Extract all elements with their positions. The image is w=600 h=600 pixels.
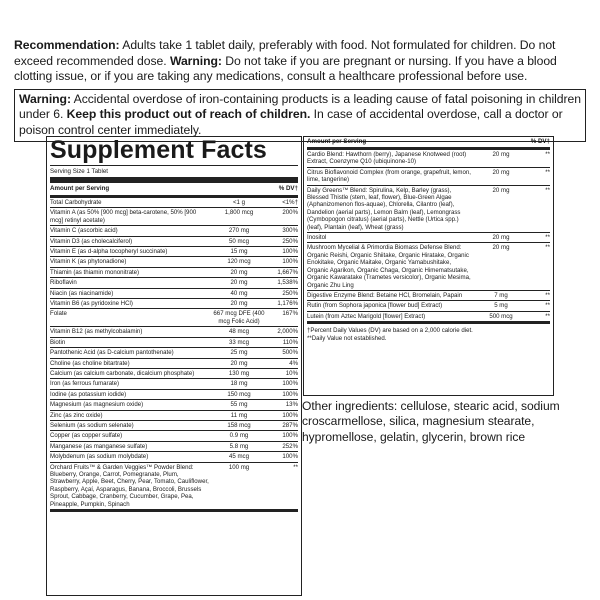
nutrient-name: Zinc (as zinc oxide) — [50, 411, 103, 419]
supplement-facts-panel-continued — [303, 136, 554, 396]
nutrient-row — [50, 400, 298, 410]
nutrient-name: Mushroom Mycelial & Primordia Biomass Defense Blend: Organic Reishi, Organic Shiitake, Organic Hiratake, Organic Enokitake, Organic Maitake, Organic Yamabushitake, Organic Agarikon, Organic Chaga, Organic Himematsutake, Organic Kawaratake (Trametes versicolor), Organic Mesima, Organic Zhu Ling — [307, 244, 471, 289]
nutrient-row — [50, 348, 298, 358]
nutrient-amount: 18 mg — [230, 380, 248, 388]
nutrient-name: Vitamin K (as phytonadione) — [50, 258, 127, 266]
nutrient-dv: 100% — [282, 411, 298, 419]
nutrient-name: Iron (as ferrous fumarate) — [50, 380, 120, 388]
nutrient-amount: 1,800 mcg — [224, 209, 254, 217]
nutrient-name: Vitamin E (as d-alpha tocopheryl succinate) — [50, 248, 168, 256]
nutrient-dv: ** — [545, 168, 550, 176]
nutrient-amount: 7 mg — [494, 291, 508, 299]
nutrient-dv: 250% — [282, 289, 298, 297]
nutrient-amount: <1 g — [232, 199, 246, 206]
nutrient-dv: 1,667% — [277, 268, 298, 276]
facts2-rows — [307, 150, 550, 324]
nutrient-name: Rutin (from Sophora japonica [flower bud] Extract) — [307, 302, 443, 310]
footnote-not-established: **Daily Value not established. — [307, 334, 387, 342]
nutrient-dv: 110% — [282, 338, 298, 346]
nutrient-dv: ** — [545, 244, 550, 252]
nutrient-name: Pantothenic Acid (as D-calcium pantothenate) — [50, 349, 174, 357]
nutrient-name: Citrus Bioflavonoid Complex (from orange, grapefruit, lemon, lime, tangerine) — [307, 168, 471, 184]
nutrient-dv: 100% — [282, 248, 298, 256]
warning-label-inline: Warning: — [169, 53, 222, 68]
nutrient-row — [50, 257, 298, 267]
nutrient-row — [50, 421, 298, 431]
nutrient-dv: 13% — [285, 401, 298, 409]
overdose-warning-label: Warning: — [19, 92, 71, 106]
nutrient-name: Biotin — [50, 338, 66, 346]
nutrient-amount: 100 mg — [228, 463, 250, 471]
nutrient-name: Choline (as choline bitartrate) — [50, 359, 130, 367]
nutrient-row — [307, 312, 550, 324]
nutrient-amount: 25 mg — [230, 349, 248, 357]
nutrient-dv: 250% — [282, 237, 298, 245]
nutrient-amount: 40 mg — [230, 289, 248, 297]
nutrient-dv: ** — [545, 186, 550, 194]
nutrient-row — [307, 150, 550, 168]
nutrient-amount: 20 mg — [230, 300, 248, 308]
nutrient-row — [50, 226, 298, 236]
nutrient-row — [307, 291, 550, 301]
nutrient-amount: 158 mcg — [227, 421, 251, 429]
nutrient-dv: ** — [545, 234, 550, 242]
facts-rows — [50, 198, 298, 512]
nutrient-name: Niacin (as niacinamide) — [50, 289, 114, 297]
nutrient-dv: 10% — [285, 369, 298, 377]
nutrient-dv: 100% — [282, 380, 298, 388]
nutrient-name: Orchard Fruits™ & Garden Veggies™ Powder Blend: Blueberry, Orange, Carrot, Pomegranate, Plum, Strawberry, Apple, Beet, Cherry, Pear, Tomato, Cauliflower, Raspberry, Açaí, Asparagus, Banana, Broccoli, Brussels Sprout, Cabbage, Cranberry, Cucumber, Grape, Pea, Pineapple, Pumpkin, Spinach — [50, 463, 209, 508]
nutrient-row — [50, 309, 298, 327]
nutrient-amount: 55 mg — [230, 401, 248, 409]
header2-dv: % DV† — [530, 138, 550, 145]
header-amount-per-serving: Amount per Serving — [50, 185, 110, 192]
recommendation-label: Recommendation: — [14, 38, 120, 52]
nutrient-name: Vitamin A (as 50% [900 mcg] beta-carotene, 50% [900 mcg] retinyl acetate) — [50, 209, 197, 224]
nutrient-dv: 167% — [282, 310, 298, 318]
nutrient-row — [50, 289, 298, 299]
nutrient-name: Riboflavin — [50, 279, 77, 287]
nutrient-row — [50, 237, 298, 247]
header2-amount-per-serving: Amount per Serving — [307, 138, 367, 145]
nutrient-dv: ** — [545, 291, 550, 299]
warning-body-inline: Do not take if you are pregnant or nursing. If you have a blood clotting issue, or if you are taking any medications, consult a healthcare professional before use. — [14, 53, 557, 84]
nutrient-amount: 500 mcg — [489, 312, 513, 320]
nutrient-name: Vitamin B6 (as pyridoxine HCl) — [50, 300, 133, 308]
nutrient-name: Calcium (as calcium carbonate, dicalcium phosphate) — [50, 369, 195, 377]
nutrient-row — [50, 327, 298, 337]
supplement-facts-title: Supplement Facts — [50, 137, 298, 166]
nutrient-dv: ** — [545, 302, 550, 310]
nutrient-row — [307, 233, 550, 243]
nutrient-amount: 5.8 mg — [229, 442, 249, 450]
nutrient-name: Vitamin B12 (as methylcobalamin) — [50, 328, 143, 336]
nutrient-row — [50, 338, 298, 348]
facts-header-row — [50, 183, 298, 198]
nutrient-dv: 500% — [282, 349, 298, 357]
nutrient-name: Daily Greens™ Blend: Spirulina, Kelp, Barley (grass), Blessed Thistle (stem, leaf, flower), Blue-Green Algae (Aphanizomenon flos-aquae), Chlorella, Cilantro (leaf), Dandelion (aerial parts), Lemon Balm (leaf), Lemongrass (Cymbopogon citratus) (aerial parts), Nettle (Urtica spp.) (leaf), Plantain (leaf), Wheat (grass) — [307, 186, 461, 231]
nutrient-dv: 100% — [282, 390, 298, 398]
nutrient-row — [50, 452, 298, 462]
nutrient-dv: ** — [293, 463, 298, 471]
nutrient-name: Iodine (as potassium iodide) — [50, 390, 127, 398]
nutrient-name: Lutein (from Aztec Marigold [flower] Extract) — [307, 312, 426, 320]
nutrient-amount: 15 mg — [230, 248, 248, 256]
nutrient-dv: 300% — [282, 227, 298, 235]
nutrient-row — [50, 198, 298, 208]
nutrient-name: Vitamin C (ascorbic acid) — [50, 227, 118, 235]
nutrient-amount: 130 mg — [228, 369, 250, 377]
nutrient-row — [50, 379, 298, 389]
nutrient-dv: 4% — [289, 359, 298, 367]
nutrient-row — [50, 299, 298, 309]
serving-size: Serving Size 1 Tablet — [50, 166, 298, 183]
facts2-header-row — [307, 137, 550, 150]
nutrient-row — [50, 369, 298, 379]
nutrient-name: Vitamin D3 (as cholecalciferol) — [50, 237, 133, 245]
nutrient-row — [50, 278, 298, 288]
nutrient-name: Total Carbohydrate — [50, 199, 102, 206]
nutrient-amount: 11 mg — [230, 411, 248, 419]
nutrient-name: Copper (as copper sulfate) — [50, 432, 123, 440]
nutrient-amount: 20 mg — [492, 151, 510, 158]
nutrient-amount: 20 mg — [230, 359, 248, 367]
nutrient-amount: 270 mg — [228, 227, 250, 235]
nutrient-row — [50, 431, 298, 441]
nutrient-amount: 48 mcg — [229, 328, 249, 336]
nutrient-dv: 200% — [282, 209, 298, 217]
nutrient-dv: 100% — [282, 432, 298, 440]
nutrient-name: Manganese (as manganese sulfate) — [50, 442, 148, 450]
nutrient-dv: 2,000% — [277, 328, 298, 336]
nutrient-amount: 20 mg — [230, 268, 248, 276]
nutrient-amount: 20 mg — [492, 168, 510, 176]
overdose-warning-box — [14, 89, 586, 142]
nutrient-amount: 20 mg — [492, 186, 510, 194]
nutrient-row — [50, 390, 298, 400]
nutrient-name: Selenium (as sodium selenate) — [50, 421, 134, 429]
footnote-dv: †Percent Daily Values (DV) are based on a 2,000 calorie diet. — [307, 327, 473, 335]
nutrient-dv: ** — [545, 151, 550, 158]
nutrient-dv: 252% — [282, 442, 298, 450]
nutrient-row — [307, 168, 550, 186]
nutrient-dv: ** — [545, 312, 550, 320]
nutrient-name: Molybdenum (as sodium molybdate) — [50, 453, 149, 461]
nutrient-row — [50, 268, 298, 278]
nutrient-row — [307, 186, 550, 233]
nutrient-amount: 20 mg — [492, 244, 510, 252]
nutrient-row — [50, 411, 298, 421]
recommendation-body: Adults take 1 tablet daily, preferably with food. Not formulated for children. Do not exceed recommended dose. — [14, 38, 556, 68]
nutrient-dv: 1,538% — [277, 279, 298, 287]
overdose-warning-text1: Accidental overdose of iron-containing products is a leading cause of fatal poisoning in children under 6. — [19, 92, 581, 122]
nutrient-amount: 150 mcg — [227, 390, 251, 398]
nutrient-amount: 33 mcg — [229, 338, 249, 346]
nutrient-amount: 45 mcg — [229, 453, 249, 461]
nutrient-row — [307, 301, 550, 311]
header-dv: % DV† — [278, 185, 298, 192]
nutrient-row — [50, 463, 298, 512]
nutrient-row — [50, 247, 298, 257]
nutrient-row — [50, 208, 298, 226]
nutrient-amount: 5 mg — [494, 302, 508, 310]
nutrient-name: Cardio Blend: Hawthorn (berry), Japanese Knotweed (root) Extract, Coenzyme Q10 (ubiquinone-10) — [307, 151, 467, 166]
nutrient-name: Folate — [50, 310, 67, 318]
nutrient-row — [50, 359, 298, 369]
nutrient-amount: 50 mcg — [229, 237, 249, 245]
recommendation-text — [14, 38, 586, 85]
overdose-warning-text2: In case of accidental overdose, call a doctor or poison control center immediately. — [19, 107, 563, 137]
nutrient-dv: <1%† — [282, 199, 298, 206]
nutrient-dv: 100% — [282, 258, 298, 266]
nutrient-amount: 20 mg — [492, 234, 510, 242]
supplement-facts-panel — [46, 136, 302, 596]
nutrient-dv: 100% — [282, 453, 298, 461]
nutrient-name: Magnesium (as magnesium oxide) — [50, 401, 144, 409]
nutrient-amount: 0.9 mg — [229, 432, 249, 440]
nutrient-dv: 1,176% — [277, 300, 298, 308]
nutrient-amount: 20 mg — [230, 279, 248, 287]
nutrient-dv: 287% — [282, 421, 298, 429]
nutrient-amount: 120 mcg — [227, 258, 251, 266]
nutrient-name: Digestive Enzyme Blend: Betaine HCl, Bromelain, Papain — [307, 291, 463, 299]
nutrient-name: Inositol — [307, 234, 327, 242]
other-ingredients: Other ingredients: cellulose, stearic acid, sodium croscarmellose, silica, magnesium stearate, hypromellose, gelatin, glycerin, brown rice — [302, 399, 560, 444]
nutrient-row — [50, 442, 298, 452]
nutrient-name: Thiamin (as thiamin mononitrate) — [50, 268, 140, 276]
nutrient-amount: 667 mcg DFE (400 mcg Folic Acid) — [213, 310, 265, 325]
keep-out-of-reach-text: Keep this product out of reach of children. — [66, 107, 311, 122]
nutrient-row — [307, 243, 550, 290]
